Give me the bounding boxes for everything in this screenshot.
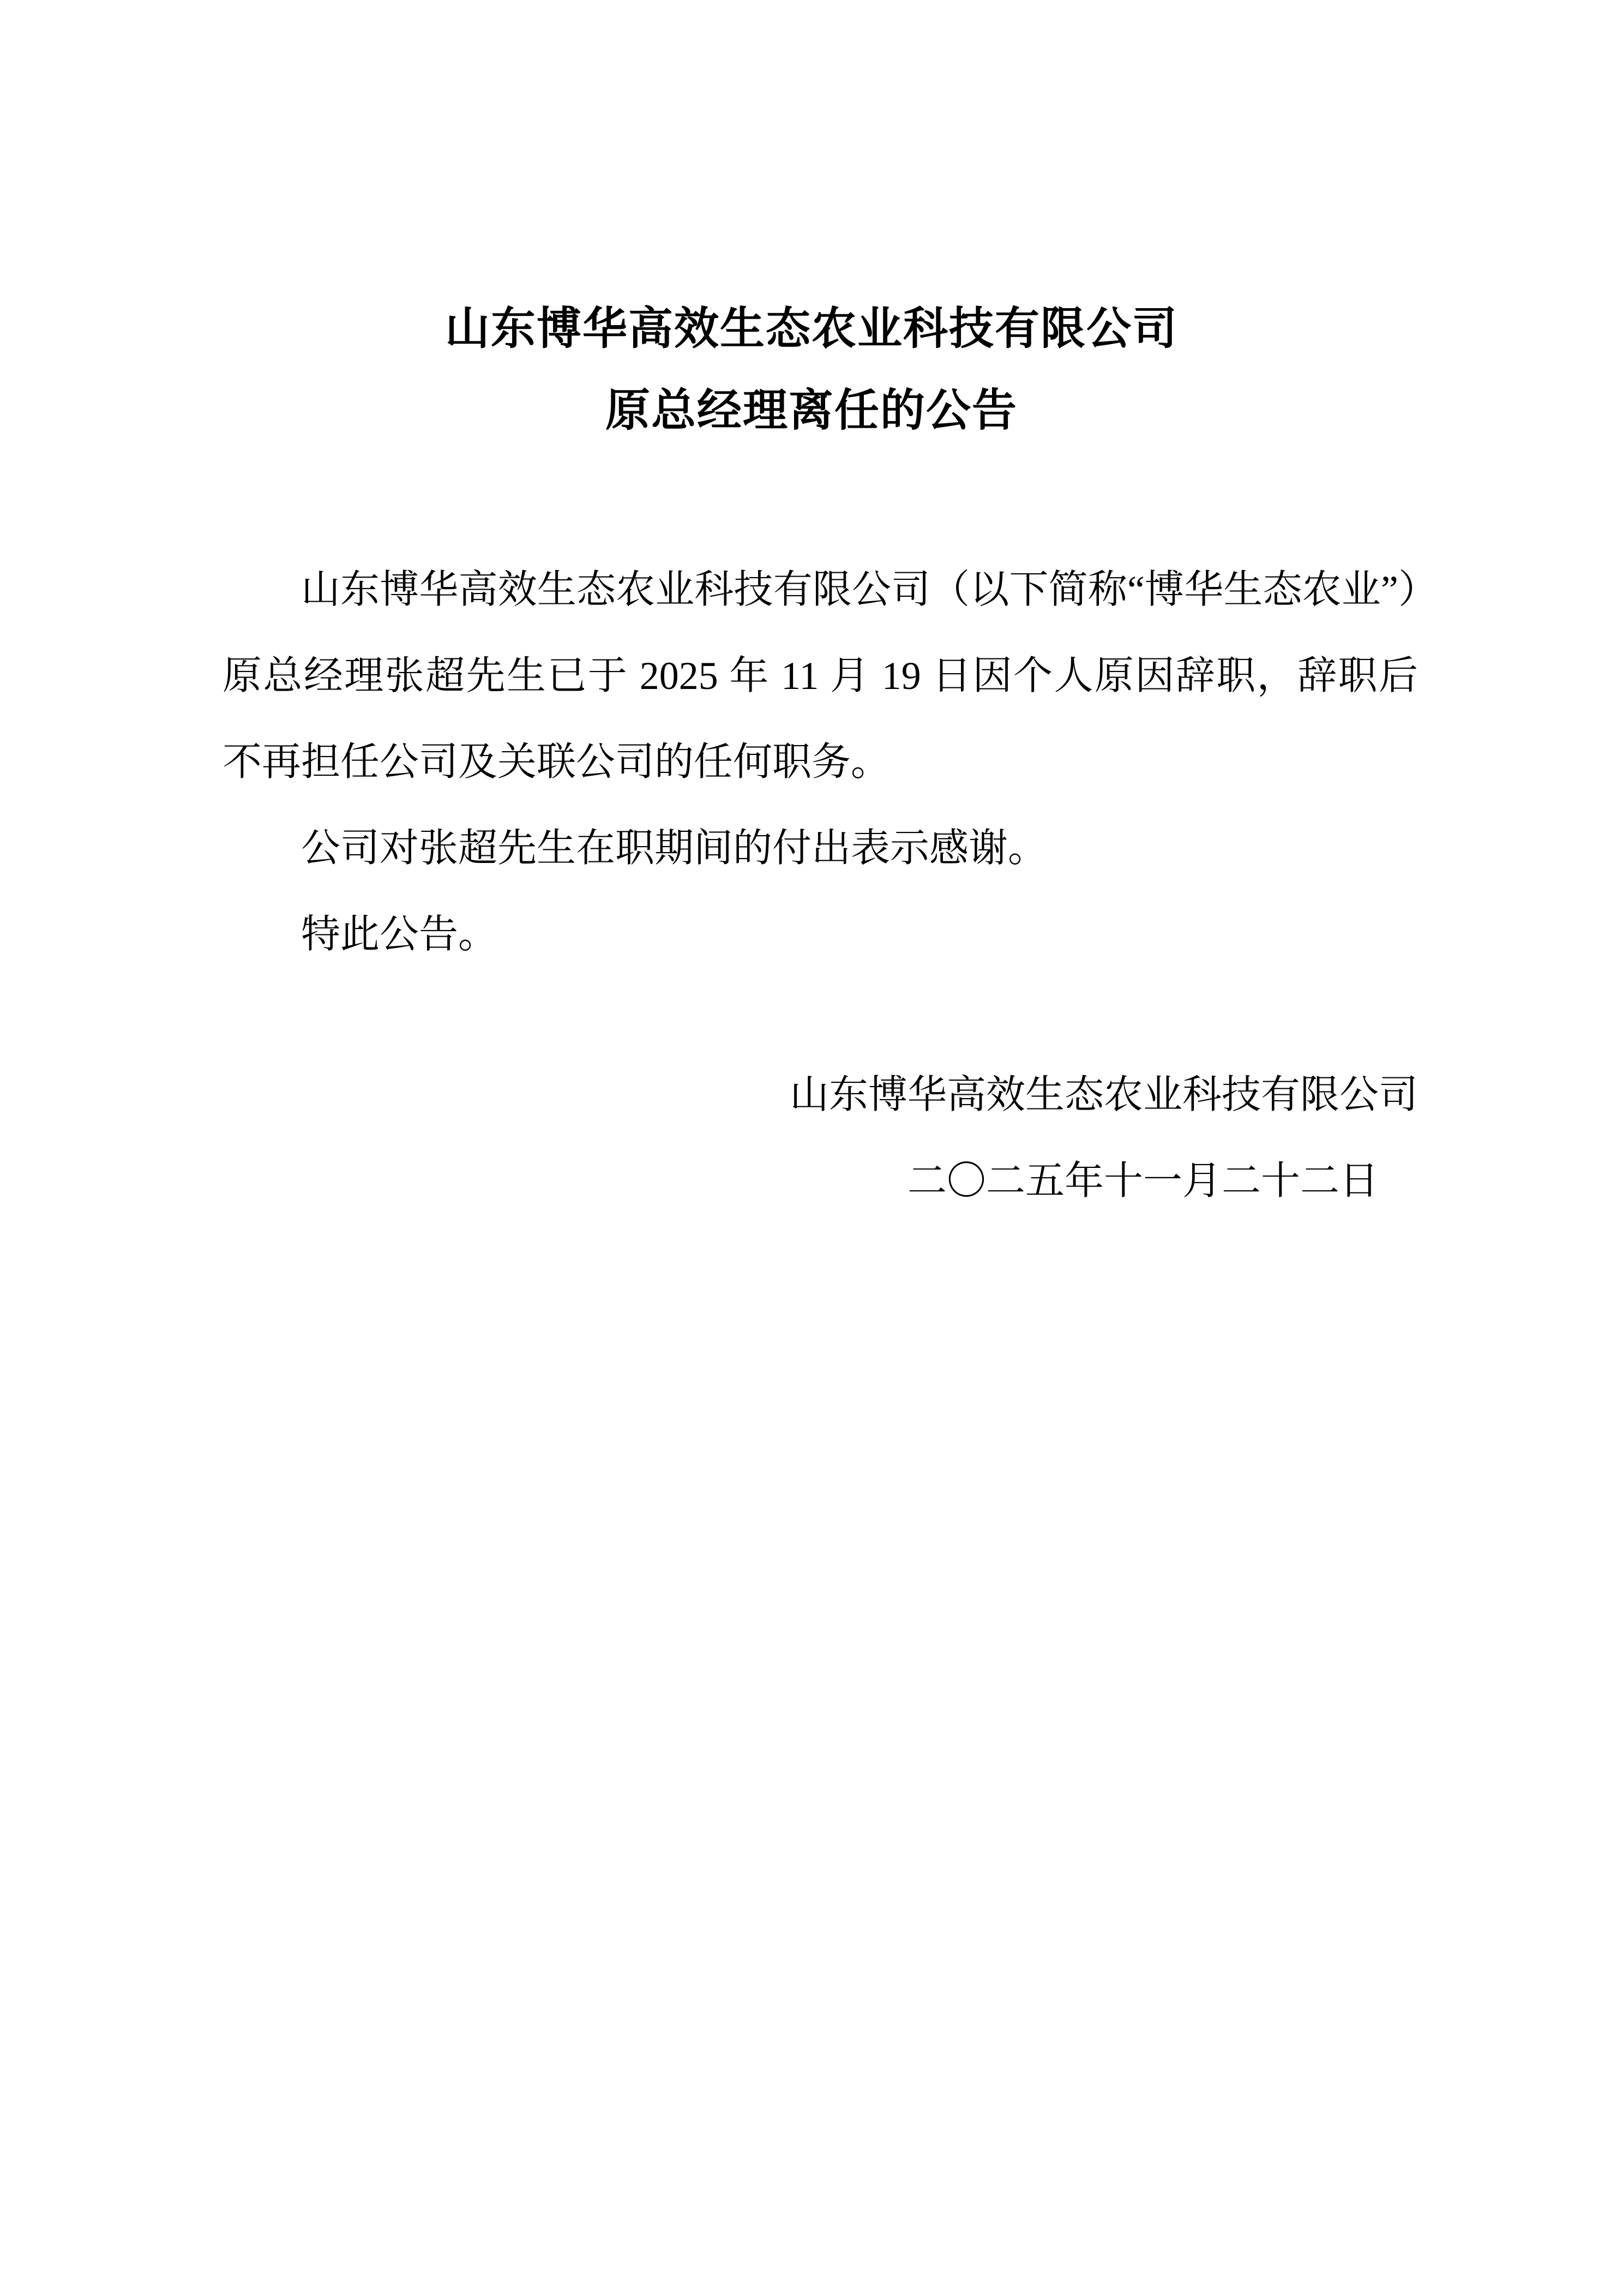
title-announcement-subject: 原总经理离任的公告 <box>605 386 1018 435</box>
document-body <box>223 547 1418 978</box>
title-company-name: 山东博华高效生态农业科技有限公司 <box>444 304 1178 353</box>
signature-company-name: 山东博华高效生态农业科技有限公司 <box>789 1073 1418 1117</box>
paragraph-gratitude-statement: 公司对张超先生在职期间的付出表示感谢。 <box>301 826 1048 870</box>
document-title <box>0 288 1623 452</box>
paragraph-closing-statement: 特此公告。 <box>301 913 498 956</box>
paragraph-resignation-statement: 山东博华高效生态农业科技有限公司（以下简称“博华生态农业”）原总经理张超先生已于 2025 年 11 月 19 日因个人原因辞职，辞职后不再担任公司及关联公司的任何职务。 <box>223 568 1418 784</box>
signature-block <box>790 1052 1418 1224</box>
signature-date: 二〇二五年十一月二十二日 <box>907 1159 1379 1203</box>
